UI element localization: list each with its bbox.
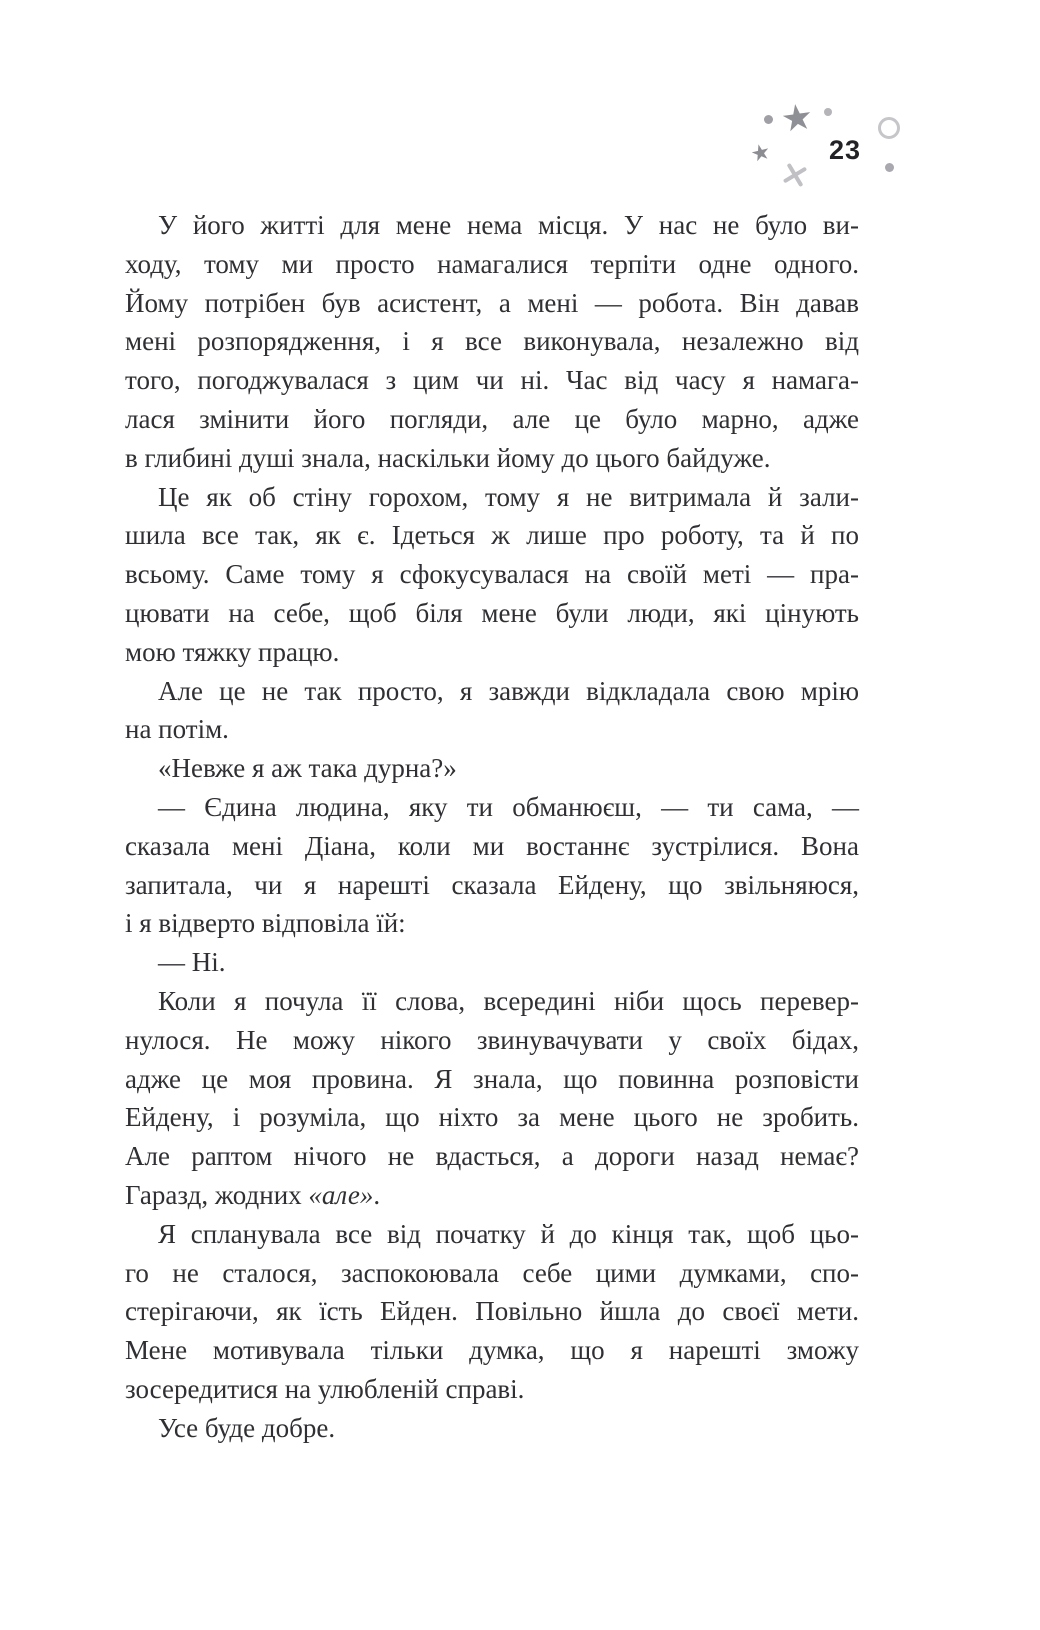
text-run: адже це моя провина. Я знала, що повинна розповісти — [125, 1063, 859, 1094]
text-run: ходу, тому ми просто намагалися терпіти одне одного. — [125, 248, 859, 279]
text-run: стерігаючи, як їсть Ейден. Повільно йшла до своєї мети. — [125, 1296, 859, 1327]
paragraph — [125, 749, 859, 788]
text-line — [125, 206, 859, 245]
text-run: всьому. Саме тому я сфокусувалася на своїй меті — пра- — [125, 559, 859, 590]
text-run: Але раптом нічого не вдасться, а дороги назад немає? — [125, 1141, 859, 1172]
text-line — [125, 439, 859, 478]
text-run: . — [373, 1179, 381, 1210]
star-icon: ★ — [778, 95, 816, 142]
italic-text-run: «але» — [308, 1179, 374, 1210]
text-line — [125, 594, 859, 633]
text-line — [125, 284, 859, 323]
text-run: цювати на себе, щоб біля мене були люди, які цінують — [125, 597, 859, 628]
paragraph — [125, 1409, 859, 1448]
dot-icon — [885, 163, 894, 172]
text-line — [125, 1176, 859, 1215]
text-run: Але це не так просто, я завжди відкладала свою мрію — [158, 675, 859, 706]
text-run: Мене мотивувала тільки думка, що я нарешті зможу — [125, 1335, 859, 1366]
dot-icon — [764, 115, 773, 124]
text-line — [125, 1370, 859, 1409]
text-line — [125, 672, 859, 711]
text-line — [125, 400, 859, 439]
paragraph — [125, 672, 859, 750]
text-run: шила все так, як є. Ідеться ж лише про роботу, та й по — [125, 520, 859, 551]
text-run: Коли я почула її слова, всередині ніби щось перевер- — [158, 985, 859, 1016]
text-run: нулося. Не можу нікого звинувачувати у своїх бідах, — [125, 1024, 859, 1055]
text-run: сказала мені Діана, коли ми востаннє зустрілися. Вона — [125, 830, 859, 861]
text-run: Ейдену, і розуміла, що ніхто за мене цього не зробить. — [125, 1102, 859, 1133]
text-line — [125, 516, 859, 555]
text-line — [125, 749, 859, 788]
text-line — [125, 1254, 859, 1293]
text-line — [125, 788, 859, 827]
text-line — [125, 245, 859, 284]
text-line — [125, 1215, 859, 1254]
x-mark-icon — [779, 159, 811, 191]
text-run: зосередитися на улюбленій справі. — [125, 1373, 525, 1404]
text-line — [125, 827, 859, 866]
text-run: Я спланувала все від початку й до кінця так, щоб цьо- — [158, 1218, 859, 1249]
text-line — [125, 1331, 859, 1370]
text-line — [125, 322, 859, 361]
text-line — [125, 904, 859, 943]
paragraph — [125, 788, 859, 943]
text-run: лася змінити його погляди, але це було марно, адже — [125, 403, 859, 434]
text-run: того, погоджувалася з цим чи ні. Час від часу я намага- — [125, 365, 859, 396]
text-line — [125, 1292, 859, 1331]
paragraph — [125, 982, 859, 1215]
text-run: і я відверто відповіла їй: — [125, 908, 406, 939]
text-run: У його житті для мене нема місця. У нас не було ви- — [158, 210, 859, 240]
text-run: Усе буде добре. — [158, 1412, 336, 1443]
text-run: мені розпорядження, і я все виконувала, незалежно від — [125, 326, 859, 357]
page-number: 23 — [829, 135, 862, 165]
text-line — [125, 866, 859, 905]
text-run: Гаразд, жодних — [125, 1179, 309, 1210]
text-line — [125, 361, 859, 400]
paragraph — [125, 943, 859, 982]
paragraph — [125, 1215, 859, 1409]
text-run: го не сталося, заспокоювала себе цими думками, спо- — [125, 1257, 859, 1288]
page-text — [125, 206, 859, 1448]
text-run: в глибині душі знала, наскільки йому до цього байдуже. — [125, 442, 771, 473]
text-run: запитала, чи я нарешті сказала Ейдену, що звільняюся, — [125, 869, 859, 900]
text-line — [125, 1409, 859, 1448]
text-line — [125, 1060, 859, 1099]
dot-icon — [824, 108, 832, 116]
text-line — [125, 1137, 859, 1176]
text-run: на потім. — [125, 714, 229, 745]
paragraph — [125, 478, 859, 672]
text-line — [125, 478, 859, 517]
text-line — [125, 1098, 859, 1137]
text-line — [125, 633, 859, 672]
ring-icon — [878, 117, 900, 139]
text-line — [125, 982, 859, 1021]
text-run: Це як об стіну горохом, тому я не витримала й зали- — [158, 481, 859, 512]
text-line — [125, 710, 859, 749]
star-icon: ★ — [748, 138, 774, 169]
text-run: Йому потрібен був асистент, а мені — робота. Він давав — [125, 287, 859, 318]
text-run: «Невже я аж така дурна?» — [158, 753, 457, 784]
paragraph — [125, 206, 859, 478]
text-line — [125, 555, 859, 594]
text-run: мою тяжку працю. — [125, 636, 340, 667]
text-line — [125, 1021, 859, 1060]
text-line — [125, 943, 859, 982]
text-run: — Єдина людина, яку ти обманюєш, — ти сама, — — [158, 791, 859, 822]
text-run: — Ні. — [158, 947, 226, 978]
